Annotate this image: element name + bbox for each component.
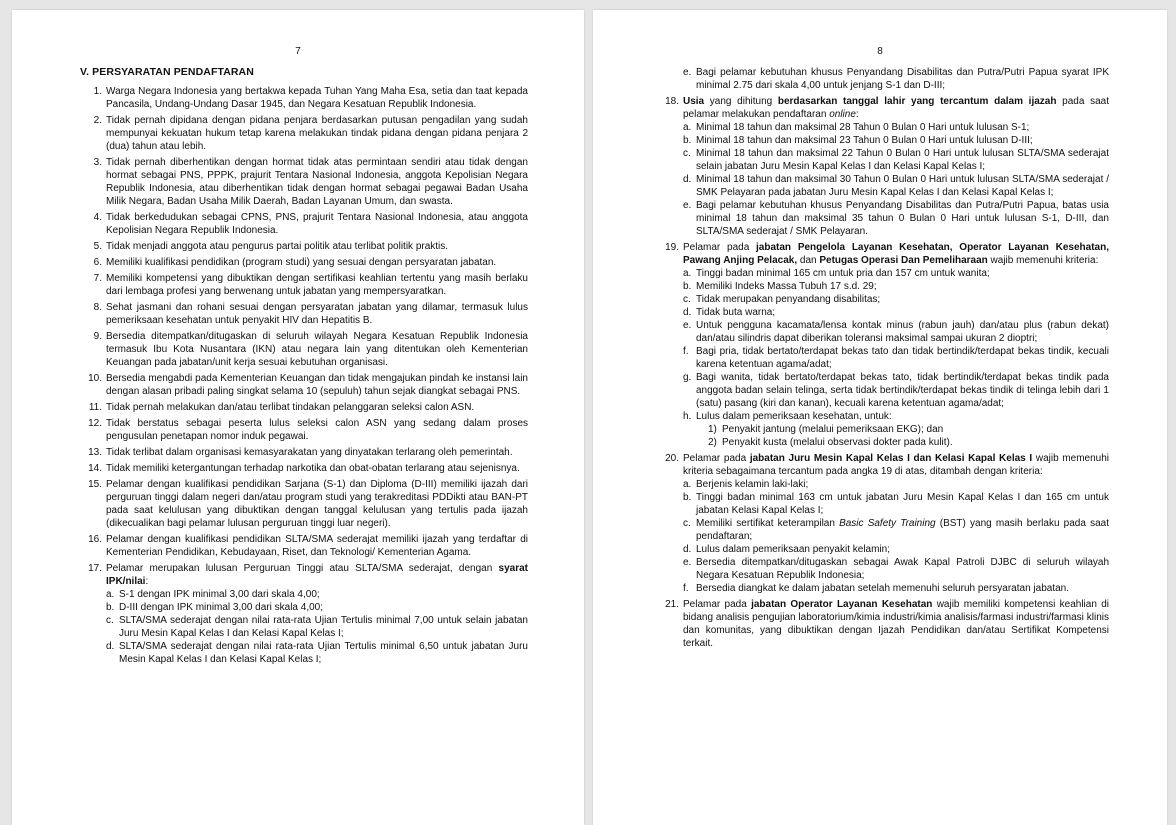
- list-item: [80, 417, 528, 443]
- list-item: [80, 533, 528, 559]
- sub-item: [683, 293, 1109, 306]
- item-text-bold: Petugas Operasi Dan Pemeliharaan: [819, 255, 988, 266]
- item-text: yang dihitung: [704, 96, 778, 107]
- list-item: [80, 211, 528, 237]
- sub-list: [106, 588, 528, 666]
- sub-letter: h.: [683, 411, 692, 422]
- item-text: Pelamar dengan kualifikasi pendidikan Sarjana (S-1) dan Diploma (D-III) memiliki ijazah dari perguruan tinggi dalam negeri dan/atau program studi yang terakreditasi PDDikti atau BAN-PT pada saat kelulusan yang dibuktikan dengan tanggal kelulusan yang tertulis pada ijazah (dikecualikan bagi pelamar lulusan perguruan tinggi luar negeri).: [106, 479, 528, 529]
- continued-sub-item: [665, 66, 1109, 92]
- item-text: Pelamar merupakan lulusan Perguruan Tinggi atau SLTA/SMA sederajat, dengan: [106, 563, 499, 574]
- sub-letter: c.: [683, 148, 691, 159]
- item-text: Pelamar dengan kualifikasi pendidikan SLTA/SMA sederajat memiliki ijazah yang terdaftar di Kementerian Pendidikan, Kebudayaan, Riset, dan Teknologi/ Kementerian Agama.: [106, 534, 528, 558]
- item-text: Pelamar pada: [683, 599, 752, 610]
- sub-text: SLTA/SMA sederajat dengan nilai rata-rata Ujian Tertulis minimal 7,00 untuk selain jabatan Juru Mesin Kapal Kelas I dan Kelasi Kapal Kelas I;: [119, 615, 528, 639]
- list-item: [80, 85, 528, 111]
- sub-item: [683, 478, 1109, 491]
- sub-letter: d.: [683, 544, 692, 555]
- item-number: 2.: [93, 115, 102, 126]
- sub-text: Minimal 18 tahun dan maksimal 23 Tahun 0 Bulan 0 Hari untuk lulusan D-III;: [696, 135, 1033, 146]
- sub-item: [683, 582, 1109, 595]
- sub-item: [683, 121, 1109, 134]
- sub-item: [683, 410, 1109, 449]
- item-text: :: [855, 109, 859, 120]
- item-text: Memiliki kualifikasi pendidikan (program studi) yang sesuai dengan persyaratan jabatan.: [106, 257, 497, 268]
- item-text: Pelamar pada: [683, 242, 757, 253]
- list-item: [80, 401, 528, 414]
- sub-letter: b.: [683, 135, 692, 146]
- list-item: [665, 452, 1109, 595]
- sub-text: Tinggi badan minimal 163 cm untuk jabatan Juru Mesin Kapal Kelas I dan 165 cm untuk jabatan Kelasi Kapal Kelas I;: [696, 492, 1109, 516]
- list-item: [80, 256, 528, 269]
- list-item: [80, 478, 528, 530]
- item-number: 5.: [93, 241, 102, 252]
- sub-letter: a.: [683, 479, 692, 490]
- sub-letter: a.: [683, 122, 692, 133]
- sub-item: [683, 371, 1109, 410]
- nested-sub-list: [696, 423, 1109, 449]
- item-number: 3.: [93, 157, 102, 168]
- sub-item: [683, 491, 1109, 517]
- sub-text: Bagi pelamar kebutuhan khusus Penyandang Disabilitas dan Putra/Putri Papua syarat IPK minimal 2.75 dari skala 4,00 untuk jenjang S-1 dan D-III;: [696, 67, 1109, 91]
- item-number: 1.: [93, 86, 102, 97]
- sub-text: Tinggi badan minimal 165 cm untuk pria dan 157 cm untuk wanita;: [696, 268, 990, 279]
- item-number: 15.: [88, 479, 102, 490]
- section-title: V. PERSYARATAN PENDAFTARAN: [80, 66, 254, 78]
- list-item: [80, 446, 528, 459]
- sub-list: [683, 267, 1109, 449]
- item-text: Tidak terlibat dalam organisasi kemasyarakatan yang dinyatakan terlarang oleh pemerintah.: [106, 447, 513, 458]
- item-text: wajib memenuhi kriteria sebagaimana tercantum pada angka 19 di atas, ditambah dengan kriteria:: [683, 453, 1109, 477]
- item-text: pada saat pelamar melakukan pendaftaran: [683, 96, 1109, 120]
- sub-text: D-III dengan IPK minimal 3,00 dari skala 4,00;: [119, 602, 323, 613]
- list-item: [80, 330, 528, 369]
- sub-letter: f.: [683, 346, 689, 357]
- sub-text: Bagi pelamar kebutuhan khusus Penyandang Disabilitas dan Putra/Putri Papua, batas usia minimal 18 tahun dan maksimal 35 tahun 0 Bulan 0 Hari untuk lulusan S-1, D-III, dan SLTA/SMA sederajat / SMK Pelayaran.: [696, 200, 1109, 237]
- item-number: 8.: [93, 302, 102, 313]
- sub-letter: d.: [106, 641, 115, 652]
- page-8: [593, 10, 1167, 825]
- sub-text-italic: Basic Safety Training: [839, 518, 936, 529]
- item-text: Tidak berstatus sebagai peserta lulus seleksi calon ASN yang sedang dalam proses pengusulan penetapan nomor induk pegawai.: [106, 418, 528, 442]
- sub-letter: e.: [683, 67, 692, 78]
- sub-letter: f.: [683, 583, 689, 594]
- sub-item: [683, 345, 1109, 371]
- nested-sub-text: Penyakit jantung (melalui pemeriksaan EKG); dan: [722, 424, 944, 435]
- item-text-italic: online: [829, 109, 856, 120]
- sub-letter: d.: [683, 307, 692, 318]
- sub-letter: b.: [683, 281, 692, 292]
- item-number: 19.: [665, 242, 679, 253]
- item-text: Bersedia mengabdi pada Kementerian Keuangan dan tidak mengajukan pindah ke instansi lain dengan alasan pribadi paling singkat selama 10 (sepuluh) tahun sejak diangkat sebagai PNS.: [106, 373, 528, 397]
- sub-text: Bersedia ditempatkan/ditugaskan sebagai Awak Kapal Patroli DJBC di seluruh wilayah Negara Kesatuan Republik Indonesia;: [696, 557, 1109, 581]
- item-number: 10.: [88, 373, 102, 384]
- sub-item: [683, 280, 1109, 293]
- sub-text: (BST) yang masih berlaku pada saat pendaftaran;: [696, 518, 1109, 542]
- item-text: Tidak pernah diberhentikan dengan hormat tidak atas permintaan sendiri atau tidak dengan hormat sebagai PNS, PPPK, prajurit Tentara Nasional Indonesia, anggota Kepolisian Negara Republik Indonesia, atau diberhentikan tidak dengan hormat sebagai pegawai Badan Usaha Milik Negara, Badan Usaha Milik Daerah, Badan Layanan Umum, dan swasta.: [106, 157, 528, 207]
- item-number: 21.: [665, 599, 679, 610]
- sub-item: [106, 588, 528, 601]
- sub-text: Bersedia diangkat ke dalam jabatan setelah memenuhi seluruh persyaratan jabatan.: [696, 583, 1070, 594]
- item-text: wajib memiliki kompetensi keahlian di bidang analisis pengujian laboratorium/kimia industri/kimia analisis/farmasi industri/farmasi klinis dan komunitas, yang dibuktikan dengan Ijazah Pendidikan dan/atau Sertifikat Kompetensi terkait.: [683, 599, 1109, 649]
- sub-text: SLTA/SMA sederajat dengan nilai rata-rata Ujian Tertulis minimal 6,50 untuk jabatan Juru Mesin Kapal Kelas I dan Kelasi Kapal Kelas I;: [119, 641, 528, 665]
- item-number: 4.: [93, 212, 102, 223]
- sub-item: [683, 306, 1109, 319]
- item-number: 13.: [88, 447, 102, 458]
- item-number: 16.: [88, 534, 102, 545]
- item-text: Sehat jasmani dan rohani sesuai dengan persyaratan jabatan yang dilamar, termasuk lulus pemeriksaan kesehatan untuk penyakit HIV dan Hepatitis B.: [106, 302, 528, 326]
- item-number: 7.: [93, 273, 102, 284]
- sub-item: [683, 267, 1109, 280]
- sub-item: [106, 614, 528, 640]
- sub-text: Berjenis kelamin laki-laki;: [696, 479, 809, 490]
- sub-letter: c.: [683, 518, 691, 529]
- sub-letter: c.: [106, 615, 114, 626]
- item-text: Tidak pernah melakukan dan/atau terlibat tindakan pelanggaran seleksi calon ASN.: [106, 402, 475, 413]
- sub-text: Minimal 18 tahun dan maksimal 30 Tahun 0 Bulan 0 Hari untuk lulusan SLTA/SMA sederajat / SMK Pelayaran pada jabatan Juru Mesin Kapal Kelas I dan Kelasi Kapal Kelas I;: [696, 174, 1109, 198]
- sub-item: [683, 134, 1109, 147]
- item-text-bold: jabatan Operator Layanan Kesehatan: [751, 599, 933, 610]
- sub-letter: a.: [106, 589, 115, 600]
- nested-sub-number: 2): [708, 437, 717, 448]
- sub-letter: a.: [683, 268, 692, 279]
- sub-item: [683, 147, 1109, 173]
- item-text: Tidak pernah dipidana dengan pidana penjara berdasarkan putusan pengadilan yang sudah mempunyai kekuatan hukum tetap karena melakukan tindak pidana dengan pidana penjara 2 (dua) tahun atau lebih.: [106, 115, 528, 152]
- item-text: Bersedia ditempatkan/ditugaskan di seluruh wilayah Negara Kesatuan Republik Indonesia termasuk Ibu Kota Nusantara (IKN) atau negara lain yang ditentukan oleh Kementerian Keuangan pada jabatan/unit kerja sesuai kebutuhan organisasi.: [106, 331, 528, 368]
- list-item: [80, 272, 528, 298]
- item-number: 6.: [93, 257, 102, 268]
- item-text-bold: Usia: [683, 96, 705, 107]
- item-text: dan: [799, 255, 820, 266]
- list-item: [80, 562, 528, 666]
- sub-letter: b.: [106, 602, 115, 613]
- list-item: [665, 95, 1109, 238]
- sub-list: [683, 478, 1109, 595]
- sub-text: Bagi pria, tidak bertato/terdapat bekas tato dan tidak bertindik/terdapat bekas tindik, kecuali karena ketentuan agama/adat;: [696, 346, 1109, 370]
- nested-sub-text: Penyakit kusta (melalui observasi dokter pada kulit).: [722, 437, 953, 448]
- page-number: 8: [877, 46, 883, 57]
- sub-item: [683, 173, 1109, 199]
- page-content: [80, 66, 528, 669]
- sub-text: Bagi wanita, tidak bertato/terdapat bekas tato, tidak bertindik/terdapat bekas tindik pada anggota badan selain telinga, serta tidak bertindik/terdapat bekas tindik di telinga lebih dari 1 (satu) pasang (kiri dan kanan), kecuali karena ketentuan agama/adat;: [696, 372, 1109, 409]
- item-number: 14.: [88, 463, 102, 474]
- sub-text: Untuk pengguna kacamata/lensa kontak minus (rabun jauh) dan/atau plus (rabun dekat) dan/atau silindris dapat diberikan toleransi maksimal sampai ukuran 2 dioptri;: [696, 320, 1109, 344]
- sub-text: Lulus dalam pemeriksaan penyakit kelamin;: [696, 544, 890, 555]
- sub-text: Memiliki sertifikat keterampilan: [696, 518, 840, 529]
- item-text: Tidak menjadi anggota atau pengurus partai politik atau terlibat politik praktis.: [106, 241, 449, 252]
- sub-item: [683, 543, 1109, 556]
- requirements-list: [665, 95, 1109, 650]
- item-text-bold: jabatan Pengelola Layanan Kesehatan, Operator Layanan Kesehatan, Pawang Anjing Pelacak,: [683, 242, 1109, 266]
- sub-letter: e.: [683, 557, 692, 568]
- item-text-bold: jabatan Juru Mesin Kapal Kelas I dan Kelasi Kapal Kelas I: [749, 453, 1033, 464]
- item-number: 11.: [88, 402, 102, 413]
- sub-item: [106, 640, 528, 666]
- item-text: wajib memenuhi kriteria:: [987, 255, 1099, 266]
- sub-item: [683, 319, 1109, 345]
- page-7: [12, 10, 584, 825]
- sub-letter: e.: [683, 200, 692, 211]
- sub-text: Minimal 18 tahun dan maksimal 22 Tahun 0 Bulan 0 Hari untuk lulusan SLTA/SMA sederajat selain jabatan Juru Mesin Kapal Kelas I dan Kelasi Kapal Kelas I;: [696, 148, 1109, 172]
- sub-text: Lulus dalam pemeriksaan kesehatan, untuk:: [696, 411, 892, 422]
- sub-item: [683, 199, 1109, 238]
- item-number: 17.: [88, 563, 102, 574]
- item-text: Memiliki kompetensi yang dibuktikan dengan sertifikasi keahlian tertentu yang masih berlaku dari lembaga profesi yang berwenang untuk jabatan yang mempersyaratkan.: [106, 273, 528, 297]
- list-item: [665, 241, 1109, 449]
- nested-sub-item: [708, 423, 1109, 436]
- item-text: Tidak berkedudukan sebagai CPNS, PNS, prajurit Tentara Nasional Indonesia, atau anggota Kepolisian Negara Republik Indonesia.: [106, 212, 528, 236]
- list-item: [80, 114, 528, 153]
- sub-letter: c.: [683, 294, 691, 305]
- item-number: 18.: [665, 96, 679, 107]
- sub-text: S-1 dengan IPK minimal 3,00 dari skala 4,00;: [119, 589, 320, 600]
- item-text: Tidak memiliki ketergantungan terhadap narkotika dan obat-obatan terlarang atau sejenisnya.: [106, 463, 520, 474]
- item-text: Warga Negara Indonesia yang bertakwa kepada Tuhan Yang Maha Esa, setia dan taat kepada Pancasila, Undang-Undang Dasar 1945, dan Negara Kesatuan Republik Indonesia.: [106, 86, 528, 110]
- page-number: 7: [295, 46, 301, 57]
- sub-text: Memiliki Indeks Massa Tubuh 17 s.d. 29;: [696, 281, 877, 292]
- item-text: Pelamar pada: [683, 453, 750, 464]
- nested-sub-number: 1): [708, 424, 717, 435]
- sub-text: Tidak merupakan penyandang disabilitas;: [696, 294, 881, 305]
- sub-text: Tidak buta warna;: [696, 307, 776, 318]
- item-text-bold: syarat IPK/nilai: [106, 563, 528, 587]
- item-text: :: [145, 576, 149, 587]
- item-text-bold: berdasarkan tanggal lahir yang tercantum dalam ijazah: [777, 96, 1057, 107]
- nested-sub-item: [708, 436, 1109, 449]
- sub-text: Minimal 18 tahun dan maksimal 28 Tahun 0 Bulan 0 Hari untuk lulusan S-1;: [696, 122, 1030, 133]
- sub-letter: e.: [683, 320, 692, 331]
- page-content: [665, 66, 1109, 653]
- sub-list: [683, 121, 1109, 238]
- list-item: [80, 156, 528, 208]
- item-number: 9.: [93, 331, 102, 342]
- list-item: [80, 240, 528, 253]
- sub-letter: b.: [683, 492, 692, 503]
- list-item: [80, 462, 528, 475]
- sub-item: [106, 601, 528, 614]
- sub-letter: g.: [683, 372, 692, 383]
- list-item: [665, 598, 1109, 650]
- list-item: [80, 372, 528, 398]
- item-number: 20.: [665, 453, 679, 464]
- item-number: 12.: [88, 418, 102, 429]
- sub-item: [683, 556, 1109, 582]
- requirements-list: [80, 85, 528, 666]
- sub-item: [683, 517, 1109, 543]
- sub-letter: d.: [683, 174, 692, 185]
- list-item: [80, 301, 528, 327]
